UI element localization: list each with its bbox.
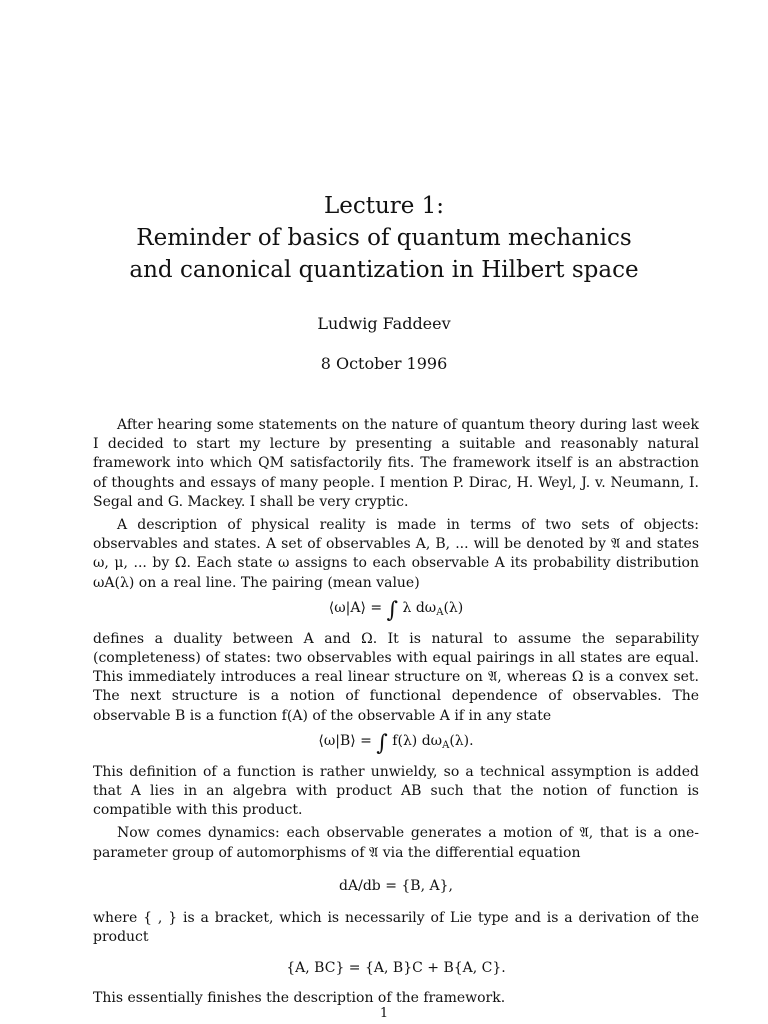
title-line-2: Reminder of basics of quantum mechanics [136, 225, 632, 251]
author: Ludwig Faddeev [317, 314, 451, 333]
paragraph-5: Now comes dynamics: each observable generates a motion of 𝔄, that is a one-parameter group of automorphisms of 𝔄 via the differential equation [93, 825, 699, 861]
equation-function [93, 730, 699, 757]
eq1-subscript: A [436, 606, 444, 618]
title-line-1: Lecture 1: [323, 193, 445, 219]
title-block [0, 190, 768, 286]
eq2-right: f(λ) dω [387, 732, 443, 749]
paragraph-1: After hearing some statements on the nature of quantum theory during last week I decided to start my lecture by presenting a suitable and reasonably natural framework into which QM satisfactorily fits. The framework itself is an abstraction of thoughts and essays of many people. I mention P. Dirac, H. Weyl, J. v. Neumann, I. Segal and G. Mackey. I shall be very cryptic. [93, 417, 699, 510]
eq1-end: (λ) [443, 599, 464, 616]
eq1-left: ⟨ω|A⟩ = [328, 599, 387, 616]
eq1-right: λ dω [398, 599, 437, 616]
date: 8 October 1996 [320, 354, 448, 373]
equation-derivation: {A, BC} = {A, B}C + B{A, C}. [286, 960, 506, 977]
page-number: 1 [379, 1006, 389, 1021]
eq2-end: (λ). [449, 732, 474, 749]
paragraph-2: A description of physical reality is made in terms of two sets of objects: observables and states. A set of observables A, B, ... will be denoted by 𝔄 and states ω, μ, ... by Ω. Each state ω assigns to each observable A its probability distribution ωA(λ) on a real line. The pairing (mean value) [93, 517, 699, 591]
paragraph-3: defines a duality between A and Ω. It is natural to assume the separability (completeness) of states: two observables with equal pairings in all states are equal. This immediately introduces a real linear structure on 𝔄, whereas Ω is a convex set. The next structure is a notion of functional dependence of observables. The observable B is a function f(A) of the observable A if in any state [93, 630, 699, 724]
body-text [93, 416, 699, 1008]
integral-sign: ∫ [376, 730, 388, 756]
paragraph-4: This definition of a function is rather unwieldy, so a technical assymption is added that A lies in an algebra with product AB such that the notion of function is compatible with this product. [93, 763, 699, 819]
paragraph-6: where { , } is a bracket, which is necessarily of Lie type and is a derivation of the product [93, 909, 699, 946]
eq2-subscript: A [442, 739, 450, 751]
title-line-3: and canonical quantization in Hilbert space [129, 257, 639, 283]
integral-sign: ∫ [386, 597, 399, 623]
eq2-left: ⟨ω|B⟩ = [318, 732, 377, 749]
paragraph-7: This essentially finishes the description of the framework. [93, 990, 506, 1007]
equation-dynamics: dA/db = {B, A}, [339, 877, 453, 894]
equation-mean-value [93, 597, 699, 624]
